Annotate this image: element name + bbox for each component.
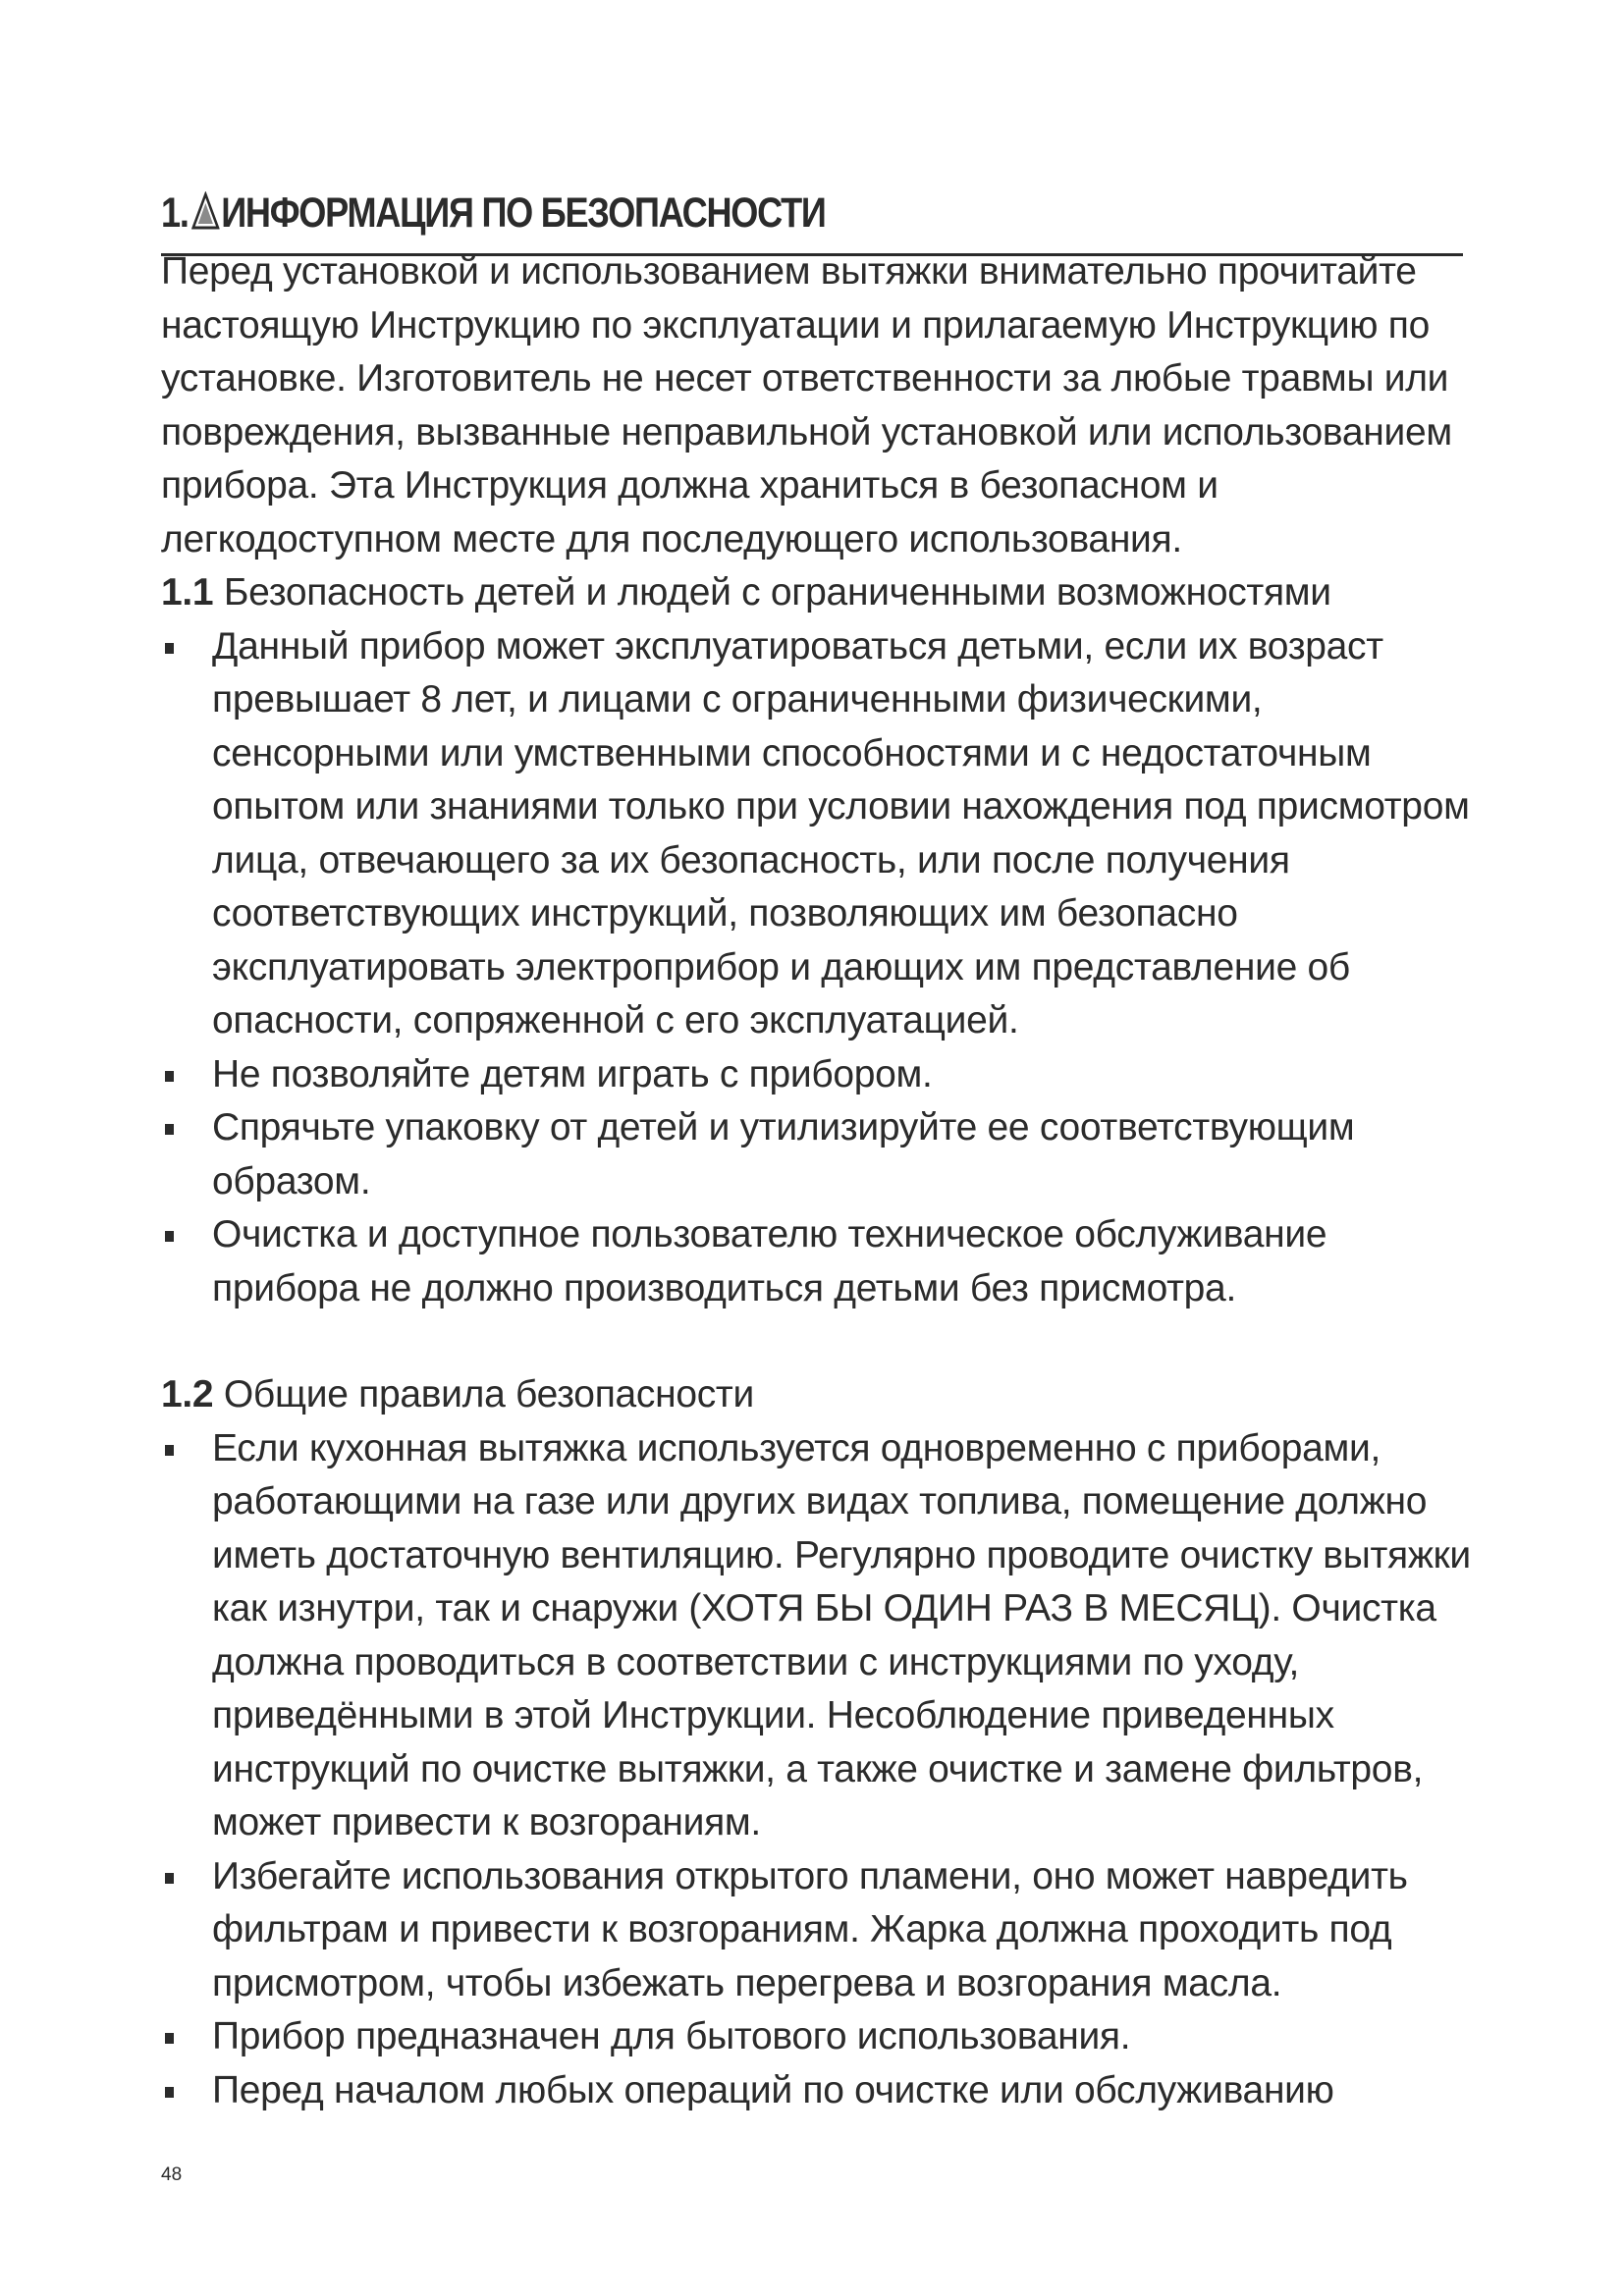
subsection-title: Безопасность детей и людей с ограниченными возможностями [223,571,1331,614]
list-item-text: Данный прибор может эксплуатироваться детьми, если их возраст превышает 8 лет, и лицами с ограниченными физическими, сенсорными или умственными способностями и с недостаточным опытом или знаниями только при условии нахождения под присмотром лица, отвечающего за их безопасность, или после получения соответствующих инструкций, позволяющих им безопасно эксплуатировать электроприбор и дающих им представление об опасности, сопряженной с его эксплуатацией. [212,624,1470,1041]
section-number: 1. [161,189,189,237]
list-item-text: Спрячьте упаковку от детей и утилизируйте ее соответствующим образом. [212,1106,1355,1202]
list-item-text: Прибор предназначен для бытового использования. [212,2015,1131,2057]
subsection-heading-1-1 [161,566,1477,620]
list-item [161,1850,1477,2011]
section-spacer [161,1315,1477,1368]
bullet-square-icon [165,2033,174,2044]
list-item [161,620,1477,1048]
list-item-text: Очистка и доступное пользователю техническое обслуживание прибора не должно производиться детьми без присмотра. [212,1213,1327,1309]
intro-paragraph: Перед установкой и использованием вытяжки внимательно прочитайте настоящую Инструкцию по эксплуатации и прилагаемую Инструкцию по установке. Изготовитель не несет ответственности за любые травмы или повреждения, вызванные неправильной установкой или использованием прибора. Эта Инструкция должна храниться в безопасном и легкодоступном месте для последующего использования. [161,250,1452,561]
bullet-square-icon [165,2087,174,2098]
list-item [161,2010,1477,2064]
bullet-square-icon [165,1445,174,1456]
document-body [161,245,1477,2117]
list-item [161,1048,1477,1102]
subsection-number: 1.1 [161,571,214,614]
list-item [161,1422,1477,1850]
subsection-number: 1.2 [161,1373,214,1415]
section-heading [161,185,826,241]
bullet-square-icon [165,643,174,654]
subsection-title: Общие правила безопасности [223,1373,754,1415]
page-number: 48 [161,2164,183,2185]
warning-triangle-icon [191,188,220,228]
list-item [161,2064,1477,2118]
subsection-heading-1-2 [161,1368,1477,1422]
list-item [161,1208,1477,1315]
list-item-text: Избегайте использования открытого пламени, оно может навредить фильтрам и привести к возгораниям. Жарка должна проходить под присмотром, чтобы избежать перегрева и возгорания масла. [212,1854,1408,2004]
section-title: ИНФОРМАЦИЯ ПО БЕЗОПАСНОСТИ [221,189,826,237]
bullet-list-1-2 [161,1422,1477,2118]
list-item-text: Если кухонная вытяжка используется одновременно с приборами, работающими на газе или других видах топлива, помещение должно иметь достаточную вентиляцию. Регулярно проводите очистку вытяжки как изнутри, так и снаружи (ХОТЯ БЫ ОДИН РАЗ В МЕСЯЦ). Очистка должна проводиться в соответствии с инструкциями по уходу, приведёнными в этой Инструкции. Несоблюдение приведенных инструкций по очистке вытяжки, а также очистке и замене фильтров, может привести к возгораниям. [212,1426,1471,1843]
bullet-square-icon [165,1873,174,1884]
list-item-text: Перед началом любых операций по очистке или обслуживанию [212,2068,1334,2111]
list-item [161,1101,1477,1208]
bullet-list-1-1 [161,620,1477,1316]
bullet-square-icon [165,1231,174,1242]
bullet-square-icon [165,1071,174,1082]
bullet-square-icon [165,1124,174,1135]
list-item-text: Не позволяйте детям играть с прибором. [212,1052,933,1095]
